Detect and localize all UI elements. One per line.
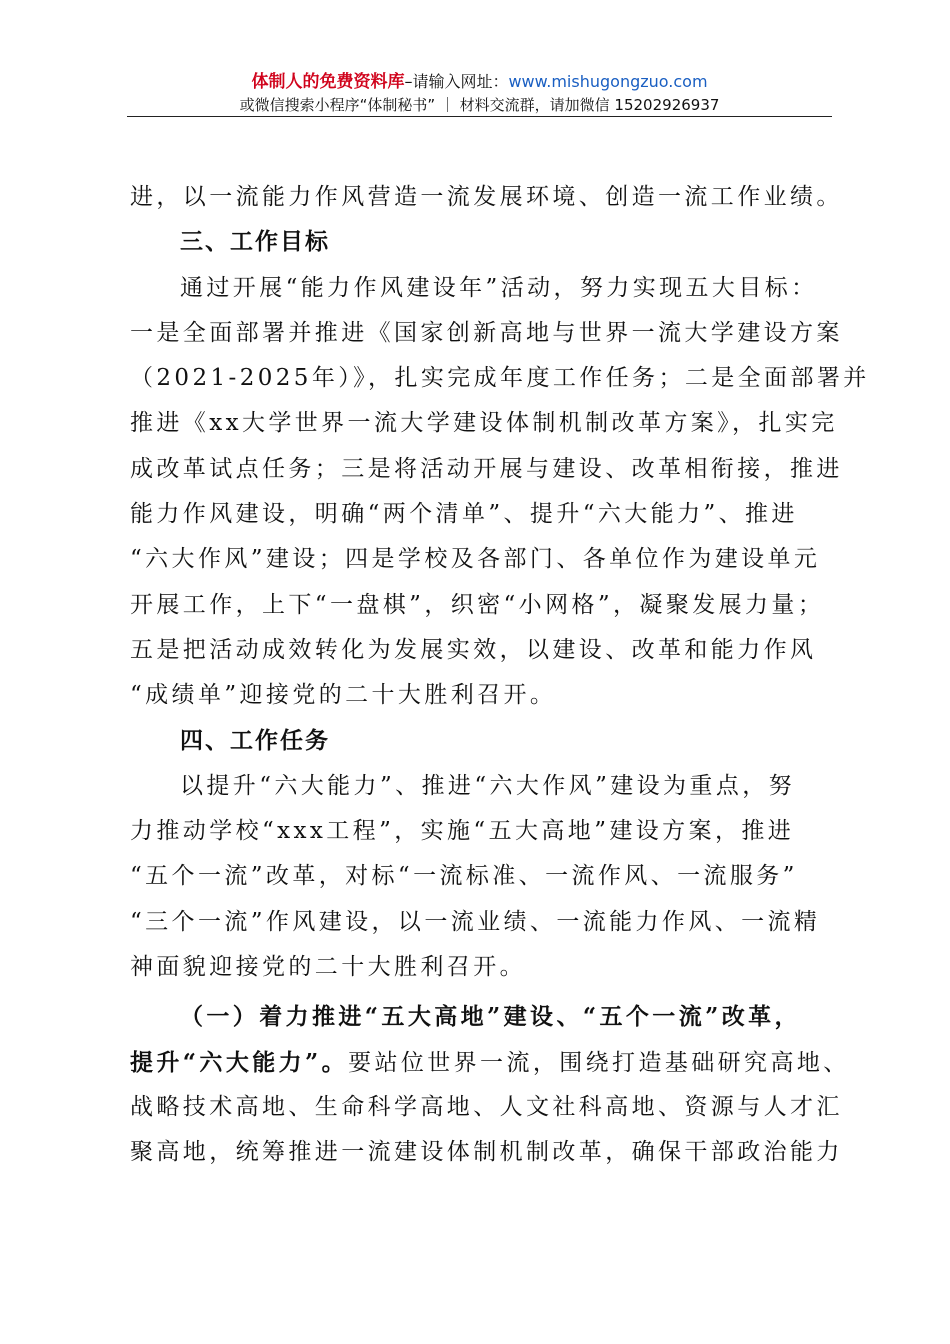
- paragraph-line: 一是全面部署并推进《国家创新高地与世界一流大学建设方案: [130, 319, 843, 346]
- url-prompt: –请输入网址：: [404, 72, 509, 91]
- section-heading-tasks: 四、工作任务: [180, 727, 330, 754]
- subheading-line: （一）着力推进“五大高地”建设、“五个一流”改革，: [180, 1003, 801, 1031]
- paragraph-line: 战略技术高地、生命科学高地、人文社科高地、资源与人才汇: [130, 1093, 843, 1120]
- brand-name: 体制人的免费资料库: [251, 72, 405, 92]
- paragraph-line: 五是把活动成效转化为发展实效，以建设、改革和能力作风: [130, 636, 817, 663]
- paragraph-line: 以提升“六大能力”、推进“六大作风”建设为重点，努: [180, 772, 796, 799]
- paragraph-line: 进，以一流能力作风营造一流发展环境、创造一流工作业绩。: [130, 184, 843, 210]
- paragraph-line: 成改革试点任务；三是将活动开展与建设、改革相衔接，推进: [130, 455, 843, 482]
- document-body: [130, 175, 870, 1176]
- subheading-tail: 提升“六大能力”。: [130, 1048, 349, 1076]
- paragraph-text: 要站位世界一流，围绕打造基础研究高地、: [348, 1049, 850, 1076]
- section-heading-goals: 三、工作目标: [180, 229, 330, 256]
- paragraph-line: “三个一流”作风建设，以一流业绩、一流能力作风、一流精: [130, 908, 821, 935]
- header-contact-line: 或微信搜索小程序“体制秘书” ｜ 材料交流群，请加微信 15202926937: [239, 96, 720, 114]
- paragraph-line: 聚高地，统筹推进一流建设体制机制改革，确保干部政治能力: [130, 1139, 843, 1166]
- paragraph-line: 通过开展“能力作风建设年”活动，努力实现五大目标：: [180, 274, 818, 301]
- site-url-link[interactable]: www.mishugongzuo.com: [508, 72, 708, 91]
- header-divider: [127, 116, 832, 117]
- paragraph-line: 力推动学校“xxx工程”，实施“五大高地”建设方案，推进: [130, 818, 795, 845]
- paragraph-line: “五个一流”改革，对标“一流标准、一流作风、一流服务”: [130, 863, 798, 890]
- paragraph-line: 神面貌迎接党的二十大胜利召开。: [130, 954, 526, 981]
- paragraph-line: 开展工作，上下“一盘棋”，织密“小网格”，凝聚发展力量；: [130, 591, 825, 618]
- header-banner: [127, 70, 832, 94]
- page-header: [127, 70, 832, 116]
- paragraph-line: “六大作风”建设；四是学校及各部门、各单位作为建设单元: [130, 546, 821, 573]
- paragraph-line: 推进《xx大学世界一流大学建设体制机制改革方案》，扎实完: [130, 410, 838, 437]
- paragraph-line: （2021-2025年）》，扎实完成年度工作任务；二是全面部署并: [130, 365, 870, 392]
- paragraph-line: [130, 1040, 850, 1085]
- paragraph-line: “成绩单”迎接党的二十大胜利召开。: [130, 682, 557, 709]
- paragraph-line: 能力作风建设，明确“两个清单”、提升“六大能力”、推进: [130, 501, 798, 528]
